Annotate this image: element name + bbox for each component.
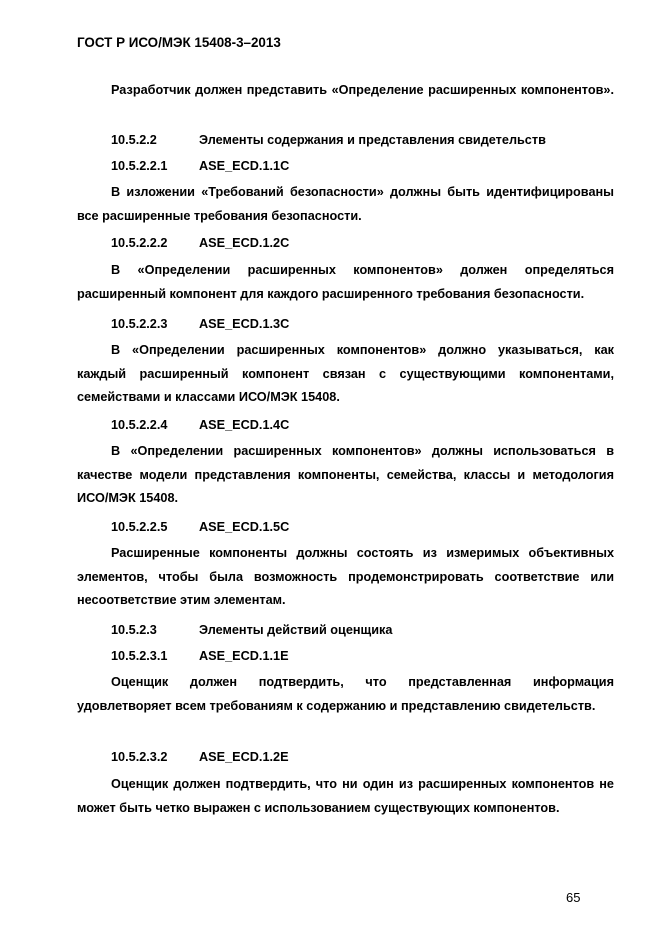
- section-number: 10.5.2.3.2: [111, 750, 168, 764]
- section-title: ASE_ECD.1.1C: [199, 159, 290, 173]
- section-heading: [77, 129, 648, 153]
- document-header: ГОСТ Р ИСО/МЭК 15408-3–2013: [77, 35, 281, 50]
- section-title: ASE_ECD.1.4C: [199, 418, 290, 432]
- section-heading: [77, 313, 648, 337]
- section-number: 10.5.2.2.3: [111, 317, 168, 331]
- paragraph: В «Определении расширенных компонентов» должны использоваться в качестве модели представления компоненты, семейства, классы и методология ИСО/МЭК 15408.: [77, 444, 614, 505]
- paragraph: Оценщик должен подтвердить, что ни один из расширенных компонентов не может быть четко выражен с использованием существующих компонентов.: [77, 777, 614, 815]
- paragraph: Оценщик должен подтвердить, что представленная информация удовлетворяет всем требованиям к содержанию и представлению свидетельств.: [77, 675, 614, 713]
- section-number: 10.5.2.3.1: [111, 649, 168, 663]
- section-number: 10.5.2.2.4: [111, 418, 168, 432]
- section-heading: [77, 619, 648, 643]
- section-heading: [77, 414, 648, 438]
- section-heading: [77, 645, 648, 669]
- section-heading: [77, 516, 648, 540]
- section-number: 10.5.2.2.5: [111, 520, 168, 534]
- section-title: ASE_ECD.1.5C: [199, 520, 290, 534]
- section-number: 10.5.2.2.1: [111, 159, 168, 173]
- section-number: 10.5.2.2: [111, 133, 157, 147]
- paragraph: В «Определении расширенных компонентов» должно указываться, как каждый расширенный компонент связан с существующими компонентами, семействами и классами ИСО/МЭК 15408.: [77, 343, 614, 404]
- section-heading: [77, 746, 648, 770]
- section-heading: [77, 155, 648, 179]
- paragraph: Расширенные компоненты должны состоять из измеримых объективных элементов, чтобы была возможность продемонстрировать соответствие или несоответствие этим элементам.: [77, 546, 614, 607]
- section-number: 10.5.2.3: [111, 623, 157, 637]
- paragraph: Разработчик должен представить «Определение расширенных компонентов».: [111, 83, 614, 97]
- section-title: Элементы содержания и представления свидетельств: [199, 133, 546, 147]
- section-title: ASE_ECD.1.2C: [199, 236, 290, 250]
- section-number: 10.5.2.2.2: [111, 236, 168, 250]
- section-title: Элементы действий оценщика: [199, 623, 393, 637]
- page-number: 65: [566, 890, 581, 905]
- section-heading: [77, 232, 648, 256]
- section-title: ASE_ECD.1.2E: [199, 750, 289, 764]
- paragraph: В изложении «Требований безопасности» должны быть идентифицированы все расширенные требования безопасности.: [77, 185, 614, 223]
- paragraph: В «Определении расширенных компонентов» должен определяться расширенный компонент для каждого расширенного требования безопасности.: [77, 263, 614, 301]
- section-title: ASE_ECD.1.1E: [199, 649, 289, 663]
- section-title: ASE_ECD.1.3C: [199, 317, 290, 331]
